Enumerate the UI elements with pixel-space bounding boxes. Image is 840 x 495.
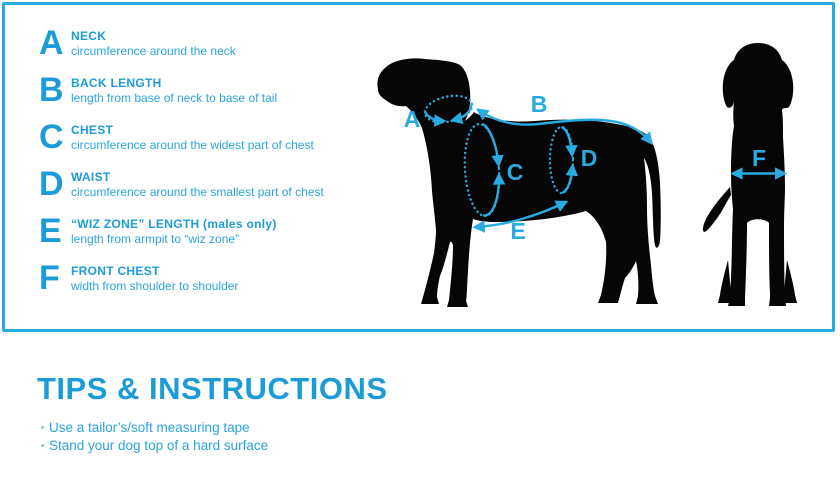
legend-letter-c: C [39,118,64,156]
legend-item-front-chest [39,259,369,310]
legend-desc-wiz-zone: length from armpit to “wiz zone” [71,232,240,246]
legend-item-neck [39,24,369,75]
legend-letter-a: A [39,24,64,62]
legend-item-back-length [39,71,369,122]
diagram-label-a: A [403,106,421,132]
legend-title-front-chest: FRONT CHEST [71,264,160,278]
legend-title-back-length: BACK LENGTH [71,76,162,90]
legend-title-neck: NECK [71,29,107,43]
legend-desc-front-chest: width from shoulder to shoulder [71,279,239,293]
legend-letter-e: E [39,212,62,250]
diagram-label-d: D [580,145,598,171]
legend-desc-neck: circumference around the neck [71,44,236,58]
legend-title-chest: CHEST [71,123,114,137]
tips-bullet-item [37,419,388,437]
diagram-label-c: C [506,159,524,185]
legend-letter-d: D [39,165,64,203]
measurement-diagram [365,15,835,333]
diagram-label-b: B [530,91,548,117]
legend-letter-b: B [39,71,64,109]
legend-item-wiz-zone [39,212,369,263]
legend-desc-chest: circumference around the widest part of chest [71,138,314,152]
measurement-guide-panel [2,2,835,332]
bullet-dot-icon: · [40,438,46,453]
tips-bullet-text-1: Use a tailor’s/soft measuring tape [49,420,250,435]
front-view-dog-tail [703,187,731,232]
tips-bullet-item [37,437,388,455]
tips-bullet-list [37,419,388,455]
diagram-label-f: F [751,145,767,171]
legend-item-waist [39,165,369,216]
front-view-dog-hind-leg-right [784,260,797,303]
legend-title-waist: WAIST [71,170,111,184]
tips-section [37,372,388,455]
diagram-label-e: E [510,218,526,244]
front-view-dog-hind-leg-left [718,260,731,303]
legend-letter-f: F [39,259,60,297]
legend-title-wiz-zone: “WIZ ZONE” LENGTH (males only) [71,217,277,231]
bullet-dot-icon: · [40,420,46,435]
tips-bullet-text-2: Stand your dog top of a hard surface [49,438,269,453]
tips-heading: TIPS & INSTRUCTIONS [37,371,388,406]
measurement-legend [39,24,369,310]
legend-desc-back-length: length from base of neck to base of tail [71,91,278,105]
legend-item-chest [39,118,369,169]
legend-desc-waist: circumference around the smallest part of chest [71,185,324,199]
